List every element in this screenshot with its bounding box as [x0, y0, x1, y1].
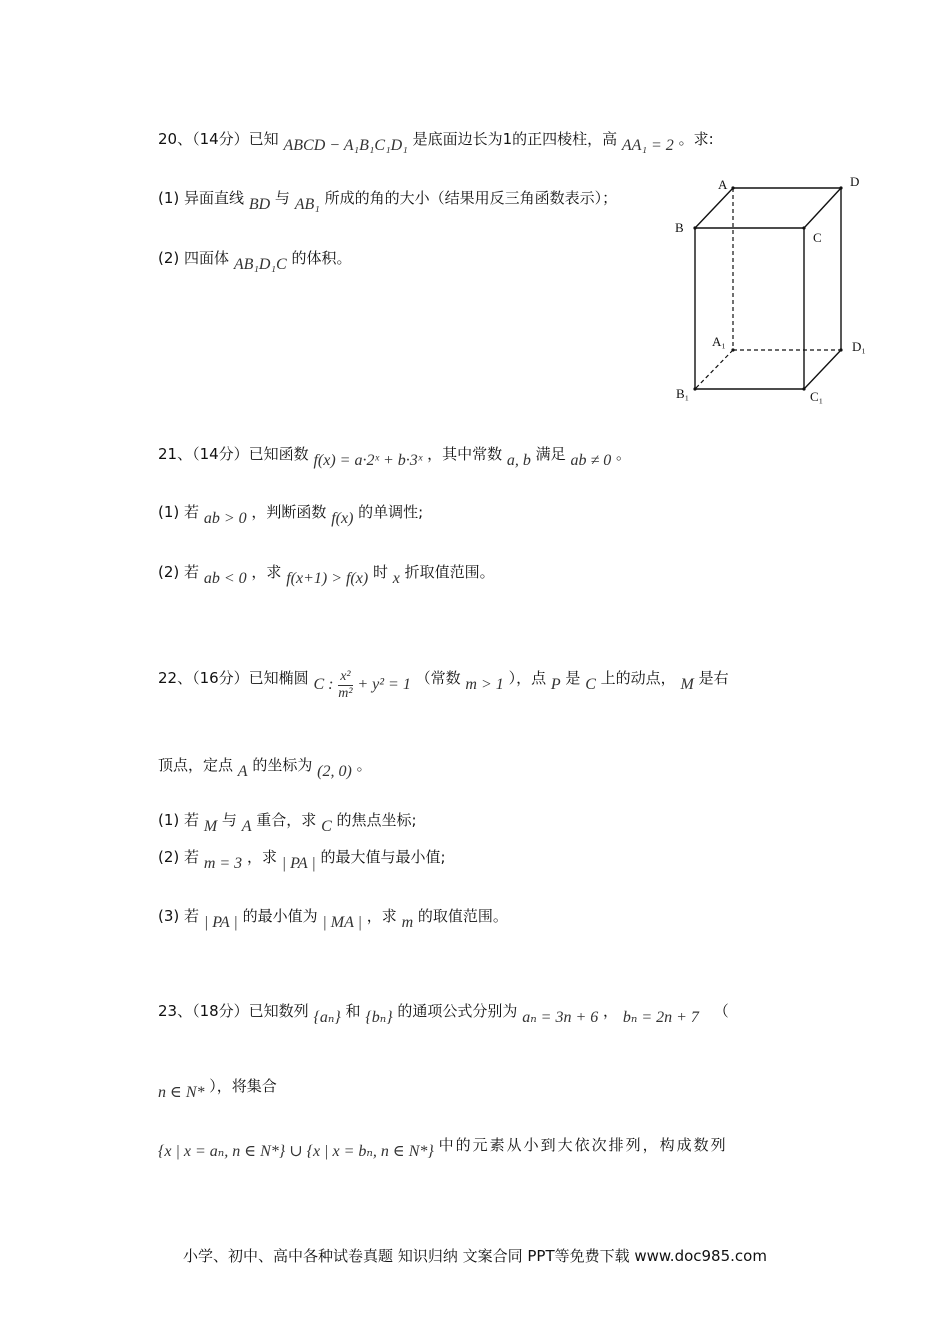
edge-A1B1 — [695, 350, 733, 389]
q20-line1: 20、（14分）已知 ABCD − A₁B₁C₁D₁ 是底面边长为1的正四棱柱，高 AA₁ = 2 。求: — [158, 130, 714, 154]
q20-part2: (2) 四面体 AB₁D₁C 的体积。 — [158, 249, 352, 273]
edge-CD — [804, 188, 841, 228]
ellipse-fraction: $\frac{\text{x²}}{\text{m²}}$ — [338, 669, 353, 701]
q21-line1: 21、（14分）已知函数 f(x) = a·2ˣ + b·3ˣ ，其中常数 a, b 满足 ab ≠ 0 。 — [158, 445, 632, 469]
label-B: B — [675, 220, 684, 235]
q23-line2: n ∈ N* ），将集合 — [158, 1077, 277, 1101]
q23-line1: 23、（18分）已知数列 {aₙ} 和 {bₙ} 的通项公式分别为 aₙ = 3n + 6 ， bₙ = 2n + 7 （ — [158, 1002, 729, 1026]
q22-part3: (3) 若 | PA | 的最小值为 | MA | ，求 m 的取值范围。 — [158, 907, 508, 931]
label-A: A — [718, 177, 728, 192]
label-D1: D₁ — [852, 339, 866, 354]
q22-line2: 顶点，定点 A 的坐标为 (2, 0) 。 — [158, 756, 372, 780]
label-C: C — [813, 230, 822, 245]
q20-title: 20、（14分）已知 — [158, 130, 279, 148]
q21-title: 21、（14分）已知函数 — [158, 445, 309, 463]
q22-title: 22、（16分）已知椭圆 — [158, 669, 309, 687]
page-footer: 小学、初中、高中各种试卷真题 知识归纳 文案合同 PPT等免费下载 www.doc985.com — [183, 1247, 767, 1265]
q20-part1: (1) 异面直线 BD 与 AB₁ 所成的角的大小（结果用反三角函数表示）； — [158, 189, 618, 213]
label-A1: A₁ — [712, 334, 726, 349]
q21-part2: (2) 若 ab < 0 ，求 f(x+1) > f(x) 时 x 折取值范围。 — [158, 563, 495, 587]
q23-line3: {x | x = aₙ, n ∈ N*} ∪ {x | x = bₙ, n ∈ N*} 中的元素从小到大依次排列，构成数列 — [158, 1136, 728, 1160]
edge-AB — [695, 188, 733, 228]
q22-line1: 22、（16分）已知椭圆 C : $\frac{\text{x²}}{\text{m²}}$ + y² = 1 （常数 m > 1 ），点 P 是 C 上的动点， M 是右 — [158, 669, 729, 701]
label-C1: C₁ — [810, 389, 824, 404]
edge-C1D1 — [804, 350, 841, 389]
q23-title: 23、（18分）已知数列 — [158, 1002, 309, 1020]
q22-part2: (2) 若 m = 3 ，求 | PA | 的最大值与最小值; — [158, 848, 446, 872]
prism-figure — [660, 170, 880, 410]
q21-part1: (1) 若 ab > 0 ，判断函数 f(x) 的单调性; — [158, 503, 424, 527]
q22-part1: (1) 若 M 与 A 重合，求 C 的焦点坐标; — [158, 811, 417, 835]
q20-prism-expr: ABCD − A₁B₁C₁D₁ — [283, 137, 408, 154]
label-B1: B₁ — [676, 386, 690, 401]
q20-height-expr: AA₁ = 2 — [621, 137, 674, 154]
label-D: D — [850, 174, 860, 189]
